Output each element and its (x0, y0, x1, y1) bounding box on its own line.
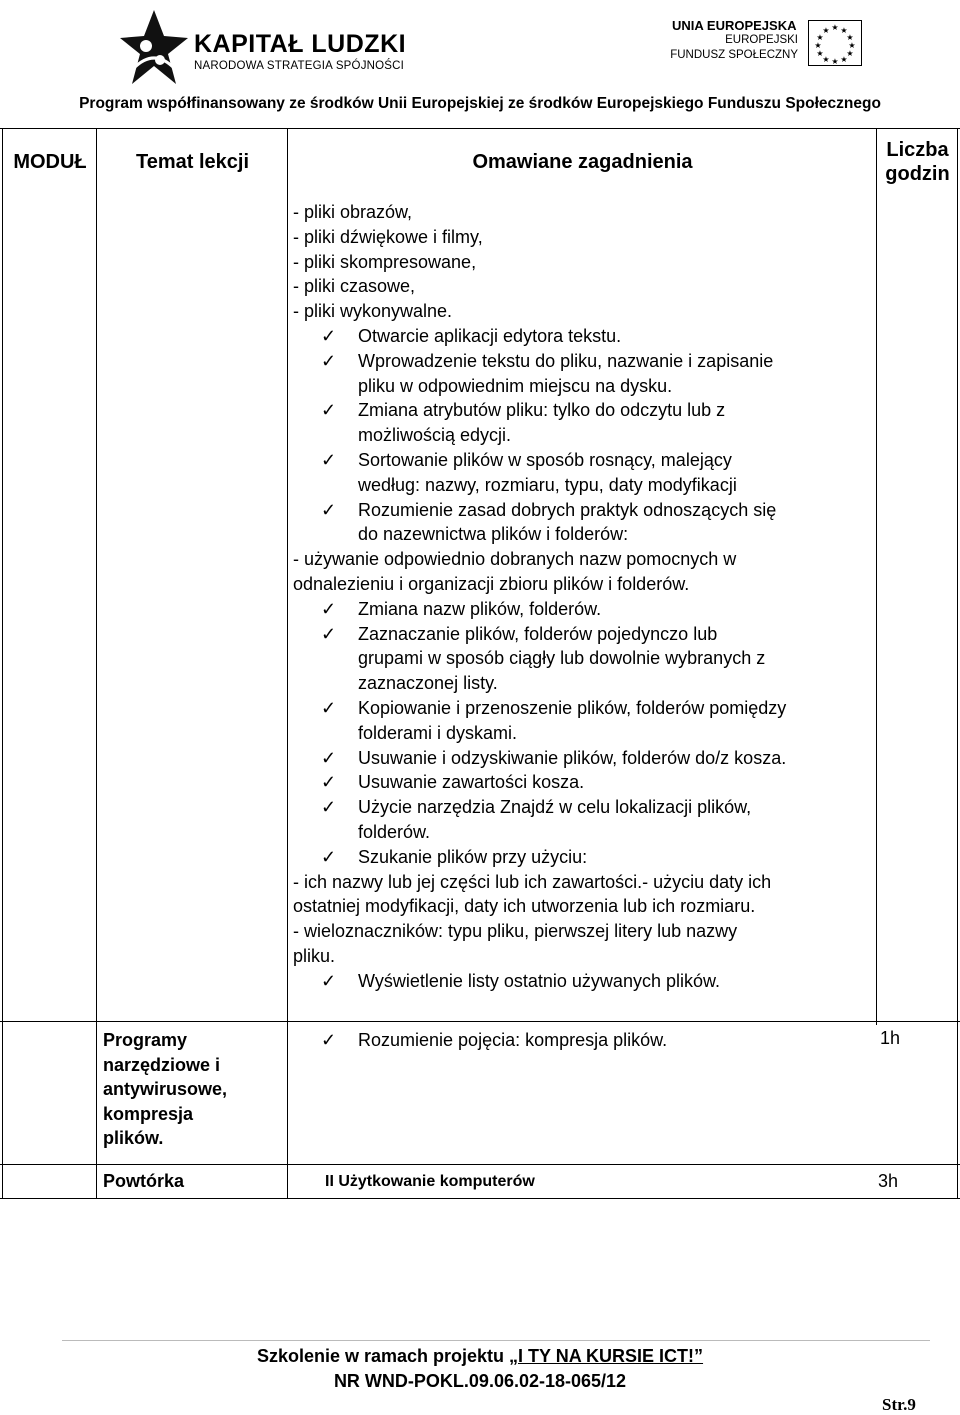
table-column-divider (287, 128, 288, 1199)
table-border-right (957, 128, 958, 1199)
check-mark-icon: ✓ (321, 697, 337, 718)
eu-logo-line2: FUNDUSZ SPOŁECZNY (670, 49, 798, 61)
row3-hours: 3h (878, 1171, 899, 1191)
eu-logo (660, 18, 860, 68)
footer-project-line (0, 1346, 960, 1367)
topic-text-line: - pliki obrazów, (293, 202, 413, 222)
checklist-item-text: Zmiana nazw plików, folderów. (358, 598, 602, 619)
row3-content: II Użytkowanie komputerów (325, 1173, 535, 1190)
svg-text:★: ★ (816, 49, 824, 58)
checklist-item-continuation: do nazewnictwa plików i folderów: (358, 524, 629, 545)
kapital-ludzki-star-icon (120, 8, 188, 86)
check-mark-icon: ✓ (321, 499, 337, 520)
column-header-godzin: godzin (885, 163, 950, 185)
row3-lesson-topic: Powtórka (103, 1171, 185, 1191)
checklist-item (293, 324, 883, 349)
column-header-liczba-godzin (878, 138, 957, 186)
column-header-modul: MODUŁ (13, 151, 87, 173)
checklist-item-text: Usuwanie i odzyskiwanie plików, folderów do/z kosza. (358, 747, 787, 768)
table-border-left (2, 128, 3, 1199)
check-mark-icon: ✓ (321, 350, 337, 371)
svg-text:★: ★ (848, 41, 856, 50)
checklist-item-text: Otwarcie aplikacji edytora tekstu. (358, 325, 622, 346)
column-header-temat-lekcji: Temat lekcji (135, 151, 250, 173)
svg-text:★: ★ (846, 49, 854, 58)
row2-topic-line: antywirusowe, (103, 1079, 228, 1099)
table-border-bottom (0, 1198, 960, 1199)
topic-text-line: - pliki czasowe, (293, 276, 416, 297)
footer-project-prefix: Szkolenie w ramach projektu (256, 1346, 510, 1366)
row2-lesson-topic (103, 1028, 283, 1151)
checklist-item-text: Wprowadzenie tekstu do pliku, nazwanie i zapisanie (358, 350, 774, 371)
checklist-item (293, 622, 883, 647)
page-number: Str.9 (882, 1395, 916, 1414)
topic-text-line: ostatniej modyfikacji, daty ich utworzenia lub ich rozmiaru. (293, 896, 756, 917)
checklist-item (293, 398, 883, 423)
check-mark-icon: ✓ (321, 623, 337, 644)
checklist-item (293, 696, 883, 721)
topic-text-line: - ich nazwy lub jej części lub ich zawartości.- użyciu daty ich (293, 871, 772, 892)
checklist-item-continuation: możliwością edycji. (358, 425, 512, 446)
svg-text:★: ★ (814, 41, 822, 50)
table-column-divider (96, 128, 97, 1199)
checklist-item (293, 770, 883, 795)
checklist-item-continuation: według: nazwy, rozmiaru, typu, daty modyfikacji (358, 474, 737, 495)
row2-topic-line: narzędziowe i (103, 1054, 221, 1075)
column-header-liczba: Liczba (886, 139, 949, 161)
svg-text:★: ★ (831, 57, 839, 66)
check-mark-icon: ✓ (321, 797, 337, 818)
topic-text-line: - pliki dźwiękowe i filmy, (293, 226, 483, 247)
svg-text:★: ★ (822, 55, 830, 64)
checklist-item (293, 498, 883, 523)
check-mark-icon: ✓ (321, 772, 337, 793)
footer-project-name: „I TY NA KURSIE ICT!” (509, 1346, 704, 1366)
checklist-item-continuation: zaznaczonej listy. (358, 673, 498, 694)
check-mark-icon: ✓ (321, 846, 337, 867)
check-mark-icon: ✓ (321, 970, 337, 991)
checklist-item (293, 349, 883, 374)
check-mark-icon: ✓ (321, 1030, 337, 1050)
checklist-item (293, 448, 883, 473)
topic-text-line: - pliki skompresowane, (293, 251, 477, 272)
checklist-item-text: Kopiowanie i przenoszenie plików, folderów pomiędzy (358, 697, 787, 718)
svg-text:★: ★ (816, 33, 824, 42)
row2-topic-line: plików. (103, 1128, 164, 1148)
kapital-ludzki-title: KAPITAŁ LUDZKI (194, 30, 407, 58)
footer-divider (62, 1340, 930, 1341)
topic-text-line: - używanie odpowiednio dobranych nazw pomocnych w (293, 549, 737, 570)
checklist-item (293, 746, 883, 771)
checklist-item-text: Użycie narzędzia Znajdź w celu lokalizacji plików, (358, 797, 752, 818)
kapital-ludzki-logo (120, 6, 407, 86)
checklist-item (293, 795, 883, 820)
checklist-item-text: Szukanie plików przy użyciu: (358, 846, 588, 867)
row2-topic-item-text: Rozumienie pojęcia: kompresja plików. (358, 1030, 668, 1050)
table-row-divider (0, 1164, 960, 1165)
checklist-item-continuation: folderami i dyskami. (358, 722, 518, 743)
svg-text:★: ★ (840, 55, 848, 64)
eu-logo-line1: EUROPEJSKI (725, 34, 798, 46)
topic-text-line: pliku. (293, 945, 336, 966)
eu-logo-title: UNIA EUROPEJSKA (672, 18, 797, 33)
checklist-item-text: Sortowanie plików w sposób rosnący, malejący (358, 449, 732, 470)
table-border-top (0, 128, 960, 129)
checklist-item (293, 845, 883, 870)
topic-text-line: - wieloznaczników: typu pliku, pierwszej litery lub nazwy (293, 921, 738, 942)
svg-text:★: ★ (822, 26, 830, 35)
checklist-item-text: Zaznaczanie plików, folderów pojedynczo lub (358, 623, 718, 644)
row1-topics-list (293, 200, 883, 994)
eu-flag-icon (808, 20, 862, 66)
checklist-item-text: Rozumienie zasad dobrych praktyk odnoszących się (358, 499, 777, 520)
check-mark-icon: ✓ (321, 400, 337, 421)
svg-text:★: ★ (840, 26, 848, 35)
column-header-omawiane-zagadnienia: Omawiane zagadnienia (472, 151, 693, 173)
footer-project-number: NR WND-POKL.09.06.02-18-065/12 (333, 1371, 627, 1391)
checklist-item-continuation: grupami w sposób ciągły lub dowolnie wybranych z (358, 648, 766, 669)
svg-text:★: ★ (846, 33, 854, 42)
checklist-item (293, 597, 883, 622)
checklist-item-text: Usuwanie zawartości kosza. (358, 772, 585, 793)
check-mark-icon: ✓ (321, 325, 337, 346)
topic-text-line: - pliki wykonywalne. (293, 301, 453, 322)
check-mark-icon: ✓ (321, 747, 337, 768)
program-cofinancing-line: Program współfinansowany ze środków Unii Europejskiej ze środków Europejskiego Funduszu Społecznego (79, 95, 881, 112)
row2-topic-line: Programy (103, 1030, 188, 1050)
row2-topic-item (293, 1028, 667, 1053)
row2-topic-line: kompresja (103, 1103, 194, 1124)
checklist-item-text: Wyświetlenie listy ostatnio używanych plików. (358, 970, 720, 991)
table-row-divider (0, 1021, 960, 1022)
checklist-item (293, 969, 883, 994)
check-mark-icon: ✓ (321, 449, 337, 470)
checklist-item-text: Zmiana atrybutów pliku: tylko do odczytu lub z (358, 400, 726, 421)
kapital-ludzki-subtitle: NARODOWA STRATEGIA SPÓJNOŚCI (194, 60, 405, 72)
row2-hours: 1h (880, 1028, 901, 1048)
topic-text-line: odnalezieniu i organizacji zbioru plików i folderów. (293, 573, 690, 594)
checklist-item-continuation: folderów. (358, 821, 431, 842)
checklist-item-continuation: pliku w odpowiednim miejscu na dysku. (358, 375, 673, 396)
svg-text:★: ★ (831, 23, 839, 32)
check-mark-icon: ✓ (321, 598, 337, 619)
